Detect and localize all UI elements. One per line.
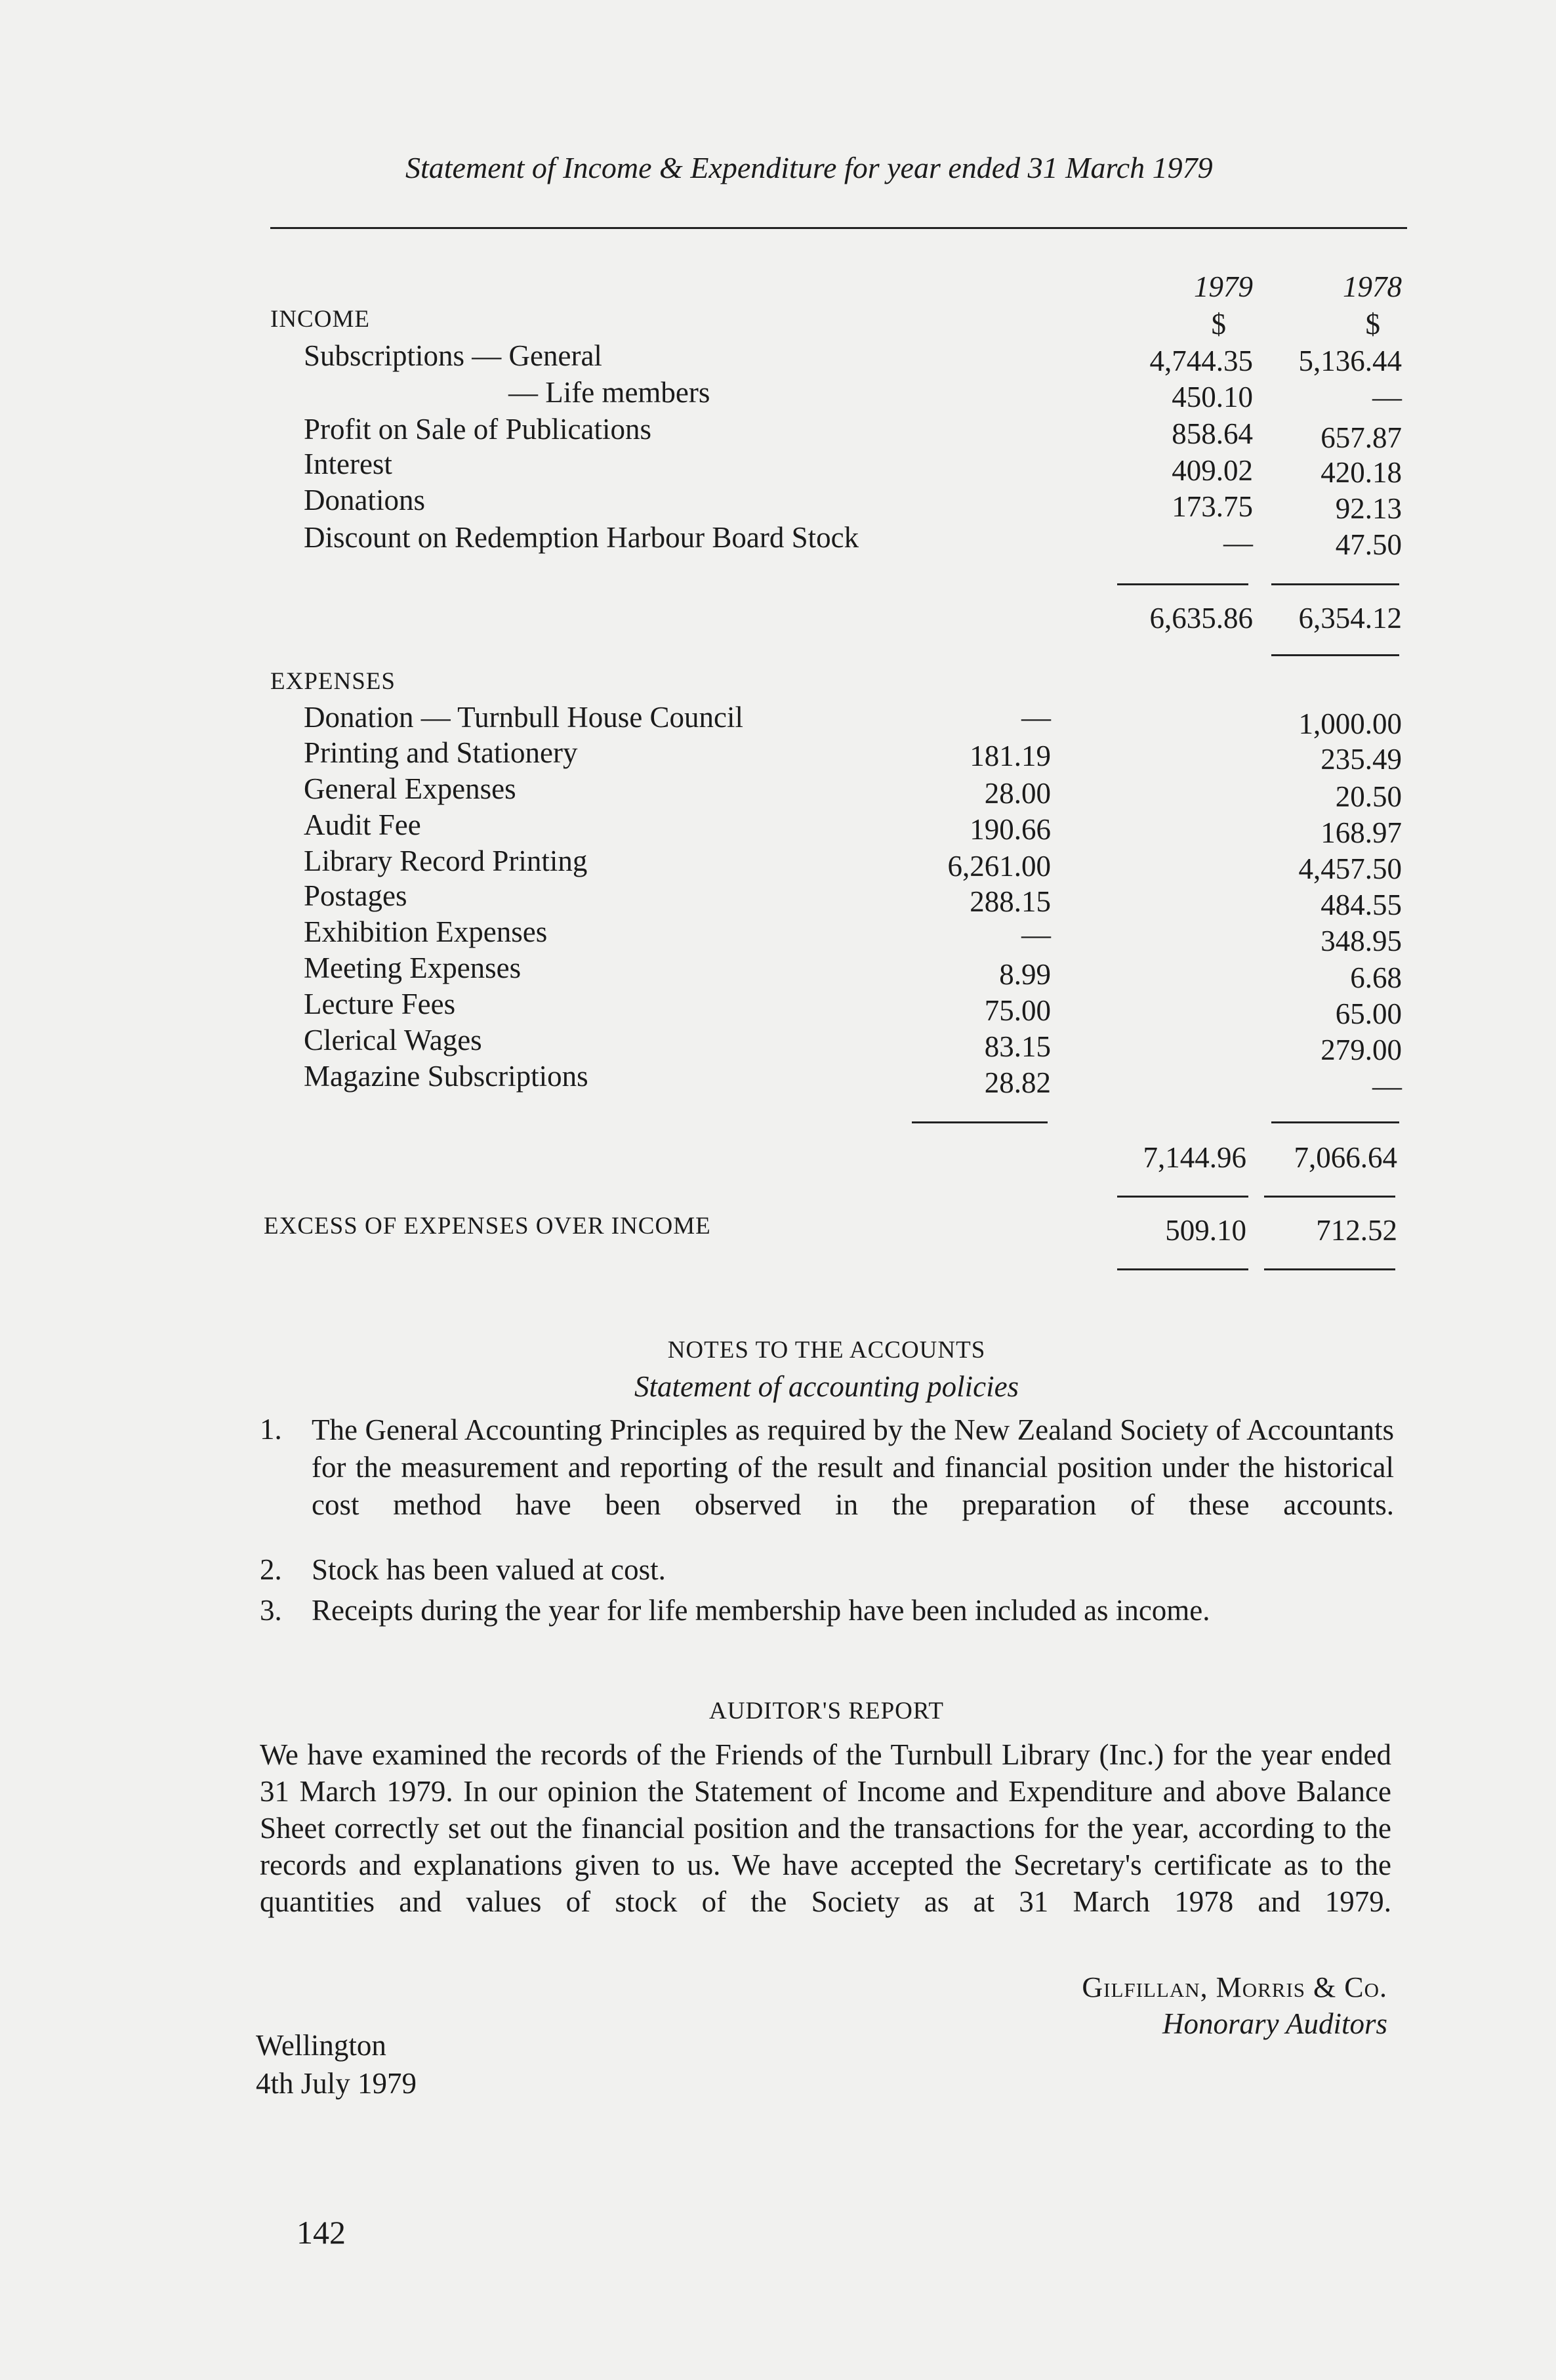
auditor-report-text: We have examined the records of the Friends of the Turnbull Library (Inc.) for the year ended 31 March 1979. In our opinion the Statement of Income and Expenditure and above Balance Sheet correctly set out the financial position and the transactions for the year, according to the records and explanations given to us. We have accepted the Secretary's certificate as to the quantities and values of stock of the Society as at 31 March 1978 and 1979. — [260, 1738, 1391, 1918]
expense-total-1978: 7,066.64 — [1294, 1141, 1397, 1174]
expense-1978-magazine: — — [1372, 1070, 1402, 1102]
excess-1978: 712.52 — [1316, 1214, 1397, 1247]
expense-1978-lecture-fees: 65.00 — [1335, 997, 1402, 1030]
currency-1979: $ — [1211, 308, 1226, 341]
expense-1978-donation-turnbull: 1,000.00 — [1298, 707, 1402, 740]
expenses-heading: EXPENSES — [270, 668, 396, 695]
income-1979-discount-redemption: — — [1223, 526, 1253, 559]
expense-items-rule — [912, 1121, 1048, 1123]
expense-total-1979: 7,144.96 — [1143, 1141, 1246, 1174]
expense-1978-exhibition: 348.95 — [1321, 925, 1402, 957]
expense-label-general-expenses: General Expenses — [304, 772, 516, 805]
income-1978-donations: 92.13 — [1335, 492, 1402, 525]
expense-label-library-record: Library Record Printing — [304, 845, 588, 877]
notes-subheading: Statement of accounting policies — [634, 1370, 1019, 1403]
column-header-1979: 1979 — [1194, 270, 1253, 303]
note-number-3: 3. — [260, 1594, 282, 1627]
expense-1978-library-record: 4,457.50 — [1298, 852, 1402, 885]
income-1979-subscriptions-general: 4,744.35 — [1149, 344, 1253, 377]
auditor-firm: Gilfillan, Morris & Co. — [1082, 1971, 1387, 2003]
income-1979-interest: 409.02 — [1172, 454, 1253, 487]
excess-1979: 509.10 — [1165, 1214, 1246, 1247]
expense-item-general-expenses: 28.00 — [984, 777, 1051, 810]
income-1978-subscriptions-general: 5,136.44 — [1298, 344, 1402, 377]
income-total-1978: 6,354.12 — [1298, 602, 1402, 635]
note-text-3: Receipts during the year for life membership have been included as income. — [312, 1594, 1210, 1627]
note-number-1: 1. — [260, 1413, 282, 1446]
income-1978-life-members: — — [1372, 381, 1402, 413]
title-rule — [270, 227, 1407, 229]
income-total-rule-1978 — [1271, 583, 1399, 585]
expense-item-magazine: 28.82 — [984, 1066, 1051, 1099]
page-number: 142 — [297, 2214, 346, 2251]
expense-1978-general-expenses: 20.50 — [1335, 780, 1402, 813]
report-place: Wellington — [256, 2029, 386, 2062]
income-label-interest: Interest — [304, 448, 392, 480]
expense-label-magazine: Magazine Subscriptions — [304, 1060, 588, 1093]
income-total-underline-1978 — [1271, 654, 1399, 656]
expense-total-rule-1978 — [1271, 1121, 1399, 1123]
expense-item-donation-turnbull: — — [1021, 701, 1051, 734]
expense-1978-audit-fee: 168.97 — [1321, 816, 1402, 849]
expense-1978-postages: 484.55 — [1321, 888, 1402, 921]
expense-item-lecture-fees: 75.00 — [984, 994, 1051, 1027]
expense-total-underline-1979 — [1117, 1196, 1248, 1198]
income-label-donations: Donations — [304, 484, 425, 516]
expense-item-meeting: 8.99 — [999, 958, 1051, 991]
note-text-2: Stock has been valued at cost. — [312, 1553, 666, 1586]
income-1979-donations: 173.75 — [1172, 490, 1253, 523]
expense-label-meeting: Meeting Expenses — [304, 951, 522, 984]
expense-item-postages: 288.15 — [970, 885, 1051, 918]
income-label-profit-publications: Profit on Sale of Publications — [304, 413, 651, 446]
expense-item-clerical-wages: 83.15 — [984, 1030, 1051, 1063]
expense-1978-meeting: 6.68 — [1350, 961, 1402, 994]
expense-1978-printing-stationery: 235.49 — [1321, 743, 1402, 776]
income-total-1979: 6,635.86 — [1149, 602, 1253, 635]
income-label-discount-redemption: Discount on Redemption Harbour Board Stock — [304, 521, 859, 554]
income-total-rule-1979 — [1117, 583, 1248, 585]
income-1978-discount-redemption: 47.50 — [1335, 528, 1402, 561]
expense-total-underline-1978 — [1264, 1196, 1395, 1198]
income-1979-life-members: 450.10 — [1172, 381, 1253, 413]
notes-heading: NOTES TO THE ACCOUNTS — [667, 1337, 986, 1364]
expense-label-donation-turnbull: Donation — Turnbull House Council — [304, 701, 744, 734]
expense-label-audit-fee: Audit Fee — [304, 808, 421, 841]
excess-underline-1978 — [1264, 1268, 1395, 1270]
expense-label-printing-stationery: Printing and Stationery — [304, 736, 578, 769]
income-heading: INCOME — [270, 306, 370, 333]
income-1978-interest: 420.18 — [1321, 456, 1402, 489]
expense-label-clerical-wages: Clerical Wages — [304, 1024, 482, 1056]
note-text-1: The General Accounting Principles as required by the New Zealand Society of Accountants for the measurement and reporting of the result and financial position under the historical cost method have been observed in the preparation of these accounts. — [312, 1413, 1394, 1521]
expense-label-lecture-fees: Lecture Fees — [304, 988, 456, 1020]
expense-item-audit-fee: 190.66 — [970, 813, 1051, 846]
excess-label: EXCESS OF EXPENSES OVER INCOME — [264, 1213, 711, 1240]
expense-item-printing-stationery: 181.19 — [970, 740, 1051, 772]
expense-item-library-record: 6,261.00 — [947, 850, 1051, 883]
excess-underline-1979 — [1117, 1268, 1248, 1270]
currency-1978: $ — [1365, 308, 1380, 341]
auditor-heading: AUDITOR'S REPORT — [709, 1698, 944, 1724]
expense-item-exhibition: — — [1021, 918, 1051, 951]
report-date: 4th July 1979 — [256, 2067, 417, 2100]
income-label-life-members: — Life members — [508, 376, 710, 409]
expense-label-postages: Postages — [304, 879, 407, 912]
income-label-subscriptions-general: Subscriptions — General — [304, 339, 602, 372]
page-title: Statement of Income & Expenditure for year ended 31 March 1979 — [405, 151, 1213, 184]
note-number-2: 2. — [260, 1553, 282, 1586]
expense-1978-clerical-wages: 279.00 — [1321, 1033, 1402, 1066]
income-1978-profit-publications: 657.87 — [1321, 421, 1402, 454]
auditor-role: Honorary Auditors — [1162, 2007, 1387, 2040]
income-1979-profit-publications: 858.64 — [1172, 417, 1253, 450]
column-header-1978: 1978 — [1343, 270, 1402, 303]
expense-label-exhibition: Exhibition Expenses — [304, 915, 548, 948]
